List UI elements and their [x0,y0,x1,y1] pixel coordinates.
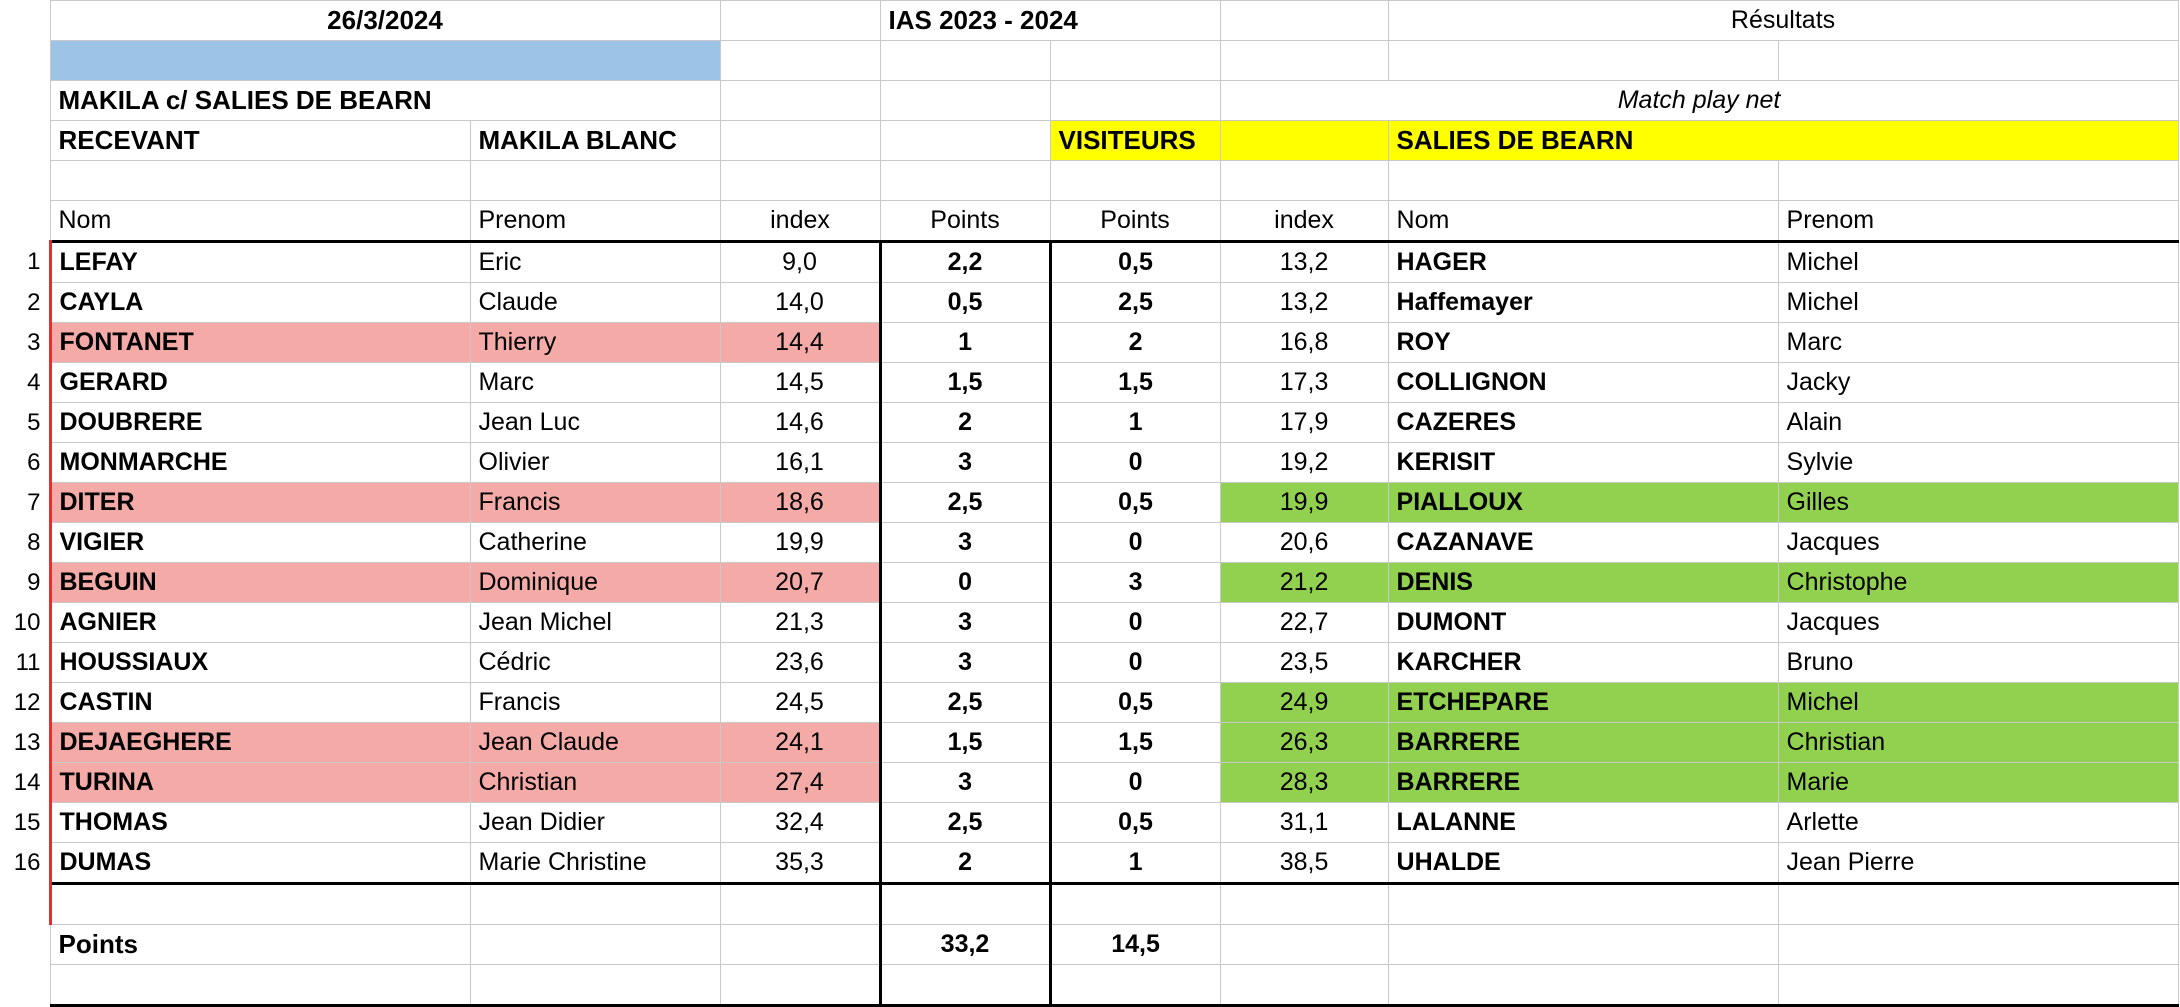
empty-cell [720,925,880,965]
empty-cell [470,884,720,925]
home-points: 0 [880,563,1050,603]
away-player-lastname: DUMONT [1388,603,1778,643]
empty-cell [1220,161,1388,201]
col-header-prenom: Prenom [470,201,720,242]
away-player-index: 17,3 [1220,363,1388,403]
row-number: 6 [2,443,50,483]
away-player-lastname: CAZANAVE [1388,523,1778,563]
table-row[interactable] [2,723,2178,763]
row-number: 2 [2,283,50,323]
home-player-firstname: Francis [470,683,720,723]
home-team: MAKILA BLANC [470,121,720,161]
row-gutter [2,121,50,161]
totals-label: Points [50,925,470,965]
home-player-index: 14,4 [720,323,880,363]
away-player-index: 17,9 [1220,403,1388,443]
empty-cell [1778,41,2178,81]
row-number: 3 [2,323,50,363]
row-number: 13 [2,723,50,763]
row-number: 16 [2,843,50,884]
home-player-lastname: TURINA [50,763,470,803]
row-gutter [2,884,50,925]
empty-cell [880,41,1050,81]
empty-cell [1220,925,1388,965]
empty-cell [880,965,1050,1006]
home-player-index: 35,3 [720,843,880,884]
empty-cell [1050,884,1220,925]
away-player-firstname: Jacques [1778,603,2178,643]
away-points: 0 [1050,643,1220,683]
away-points: 2 [1050,323,1220,363]
empty-cell [1778,925,2178,965]
home-player-lastname: BEGUIN [50,563,470,603]
row-number: 4 [2,363,50,403]
table-row[interactable] [2,763,2178,803]
home-points: 2 [880,843,1050,884]
away-player-lastname: DENIS [1388,563,1778,603]
home-player-index: 27,4 [720,763,880,803]
home-player-lastname: VIGIER [50,523,470,563]
home-player-index: 23,6 [720,643,880,683]
empty-cell [1388,161,1778,201]
away-team: SALIES DE BEARN [1388,121,2178,161]
table-row[interactable] [2,363,2178,403]
empty-cell [470,965,720,1006]
away-player-index: 23,5 [1220,643,1388,683]
away-player-lastname: PIALLOUX [1388,483,1778,523]
home-player-firstname: Claude [470,283,720,323]
table-row[interactable] [2,683,2178,723]
row-number: 14 [2,763,50,803]
empty-cell [1778,161,2178,201]
home-player-index: 24,1 [720,723,880,763]
empty-cell [880,884,1050,925]
away-points: 0,5 [1050,242,1220,283]
home-points: 2,5 [880,683,1050,723]
row-gutter [2,41,50,81]
empty-cell [1050,81,1220,121]
home-player-firstname: Marie Christine [470,843,720,884]
table-row[interactable] [2,843,2178,884]
footer-row [2,965,2178,1006]
blue-accent-cell [50,41,720,81]
table-row[interactable] [2,242,2178,283]
away-player-firstname: Jean Pierre [1778,843,2178,884]
empty-cell [1220,1,1388,41]
away-player-firstname: Christian [1778,723,2178,763]
empty-cell [720,884,880,925]
away-player-lastname: HAGER [1388,242,1778,283]
away-player-lastname: KERISIT [1388,443,1778,483]
away-player-firstname: Sylvie [1778,443,2178,483]
row-number: 10 [2,603,50,643]
row-number: 8 [2,523,50,563]
home-points: 3 [880,643,1050,683]
table-row[interactable] [2,563,2178,603]
col-header-index: index [720,201,880,242]
column-header-row [2,201,2178,242]
home-player-firstname: Dominique [470,563,720,603]
spacer-row [2,161,2178,201]
home-player-lastname: CAYLA [50,283,470,323]
row-number: 12 [2,683,50,723]
col-header-index-away: index [1220,201,1388,242]
away-points: 3 [1050,563,1220,603]
away-player-firstname: Marie [1778,763,2178,803]
home-player-lastname: THOMAS [50,803,470,843]
empty-cell [720,121,880,161]
away-points: 0,5 [1050,483,1220,523]
empty-cell [880,161,1050,201]
home-player-lastname: HOUSSIAUX [50,643,470,683]
home-player-lastname: GERARD [50,363,470,403]
away-player-index: 21,2 [1220,563,1388,603]
home-player-lastname: LEFAY [50,242,470,283]
empty-cell [880,81,1050,121]
totals-away: 14,5 [1050,925,1220,965]
empty-cell [1220,965,1388,1006]
away-player-index: 13,2 [1220,242,1388,283]
teams-row [2,121,2178,161]
away-points: 1 [1050,843,1220,884]
away-points: 0 [1050,763,1220,803]
home-points: 3 [880,763,1050,803]
home-player-lastname: CASTIN [50,683,470,723]
home-points: 2,5 [880,483,1050,523]
away-player-firstname: Michel [1778,242,2178,283]
col-header-nom: Nom [50,201,470,242]
away-player-lastname: UHALDE [1388,843,1778,884]
table-bottom-separator [2,884,2178,925]
away-player-lastname: ETCHEPARE [1388,683,1778,723]
home-player-lastname: DITER [50,483,470,523]
away-player-lastname: Haffemayer [1388,283,1778,323]
away-player-index: 38,5 [1220,843,1388,884]
empty-cell [1388,925,1778,965]
table-row[interactable] [2,403,2178,443]
empty-cell [720,161,880,201]
table-row[interactable] [2,483,2178,523]
empty-cell [720,41,880,81]
col-header-nom-away: Nom [1388,201,1778,242]
home-player-firstname: Jean Luc [470,403,720,443]
away-player-firstname: Christophe [1778,563,2178,603]
empty-cell [1778,965,2178,1006]
away-points: 1,5 [1050,723,1220,763]
empty-cell [470,925,720,965]
home-points: 2 [880,403,1050,443]
match-format: Match play net [1220,81,2178,121]
totals-home: 33,2 [880,925,1050,965]
away-player-firstname: Alain [1778,403,2178,443]
table-row[interactable] [2,443,2178,483]
away-points: 0 [1050,523,1220,563]
row-number: 1 [2,242,50,283]
away-points: 0 [1050,443,1220,483]
home-points: 3 [880,603,1050,643]
home-player-index: 16,1 [720,443,880,483]
away-player-lastname: KARCHER [1388,643,1778,683]
accent-row [2,41,2178,81]
home-player-firstname: Catherine [470,523,720,563]
away-player-firstname: Marc [1778,323,2178,363]
results-label: Résultats [1388,1,2178,41]
home-player-lastname: AGNIER [50,603,470,643]
away-player-index: 31,1 [1220,803,1388,843]
home-player-index: 24,5 [720,683,880,723]
table-row[interactable] [2,643,2178,683]
away-player-firstname: Bruno [1778,643,2178,683]
home-player-index: 14,5 [720,363,880,403]
empty-cell [880,121,1050,161]
col-header-prenom-away: Prenom [1778,201,2178,242]
row-number: 9 [2,563,50,603]
table-row[interactable] [2,803,2178,843]
home-player-lastname: FONTANET [50,323,470,363]
totals-row [2,925,2178,965]
away-points: 1 [1050,403,1220,443]
away-player-firstname: Jacky [1778,363,2178,403]
home-label: RECEVANT [50,121,470,161]
home-points: 0,5 [880,283,1050,323]
empty-cell [1388,965,1778,1006]
away-player-index: 28,3 [1220,763,1388,803]
row-number: 7 [2,483,50,523]
away-player-firstname: Arlette [1778,803,2178,843]
home-player-index: 21,3 [720,603,880,643]
home-points: 1,5 [880,363,1050,403]
away-player-firstname: Michel [1778,683,2178,723]
home-player-index: 9,0 [720,242,880,283]
away-fill-cell [1220,121,1388,161]
empty-cell [720,965,880,1006]
col-header-points-home: Points [880,201,1050,242]
home-player-lastname: DUMAS [50,843,470,884]
row-gutter [2,925,50,965]
home-player-lastname: DOUBRERE [50,403,470,443]
away-player-index: 13,2 [1220,283,1388,323]
away-player-index: 22,7 [1220,603,1388,643]
results-table [2,0,2179,1007]
home-player-firstname: Jean Didier [470,803,720,843]
empty-cell [1388,884,1778,925]
away-label: VISITEURS [1050,121,1220,161]
home-points: 2,5 [880,803,1050,843]
home-player-firstname: Thierry [470,323,720,363]
row-gutter [2,161,50,201]
home-player-index: 14,6 [720,403,880,443]
row-gutter [2,965,50,1006]
home-player-index: 18,6 [720,483,880,523]
table-row[interactable] [2,283,2178,323]
away-player-index: 24,9 [1220,683,1388,723]
empty-cell [50,161,470,201]
table-row[interactable] [2,523,2178,563]
match-title: MAKILA c/ SALIES DE BEARN [50,81,720,121]
home-points: 1 [880,323,1050,363]
home-points: 3 [880,443,1050,483]
away-player-index: 26,3 [1220,723,1388,763]
home-player-firstname: Eric [470,242,720,283]
home-player-index: 20,7 [720,563,880,603]
home-player-index: 14,0 [720,283,880,323]
away-points: 1,5 [1050,363,1220,403]
empty-cell [1220,884,1388,925]
empty-cell [50,884,470,925]
match-date: 26/3/2024 [50,1,720,41]
away-points: 2,5 [1050,283,1220,323]
empty-cell [470,161,720,201]
home-player-index: 19,9 [720,523,880,563]
empty-cell [720,1,880,41]
away-player-lastname: COLLIGNON [1388,363,1778,403]
away-player-firstname: Michel [1778,283,2178,323]
col-header-points-away: Points [1050,201,1220,242]
home-player-lastname: MONMARCHE [50,443,470,483]
away-player-firstname: Gilles [1778,483,2178,523]
home-player-firstname: Francis [470,483,720,523]
away-points: 0 [1050,603,1220,643]
row-gutter [2,81,50,121]
away-points: 0,5 [1050,803,1220,843]
away-player-firstname: Jacques [1778,523,2178,563]
season-title: IAS 2023 - 2024 [880,1,1220,41]
table-row[interactable] [2,323,2178,363]
home-player-firstname: Olivier [470,443,720,483]
empty-cell [1778,884,2178,925]
home-player-lastname: DEJAEGHERE [50,723,470,763]
empty-cell [1050,161,1220,201]
away-player-lastname: CAZERES [1388,403,1778,443]
home-points: 3 [880,523,1050,563]
home-player-firstname: Christian [470,763,720,803]
row-number: 15 [2,803,50,843]
table-row[interactable] [2,603,2178,643]
title-row [2,1,2178,41]
away-player-lastname: BARRERE [1388,763,1778,803]
away-player-index: 19,9 [1220,483,1388,523]
empty-cell [1388,41,1778,81]
empty-cell [50,965,470,1006]
empty-cell [720,81,880,121]
row-gutter [2,1,50,41]
home-points: 1,5 [880,723,1050,763]
home-player-firstname: Marc [470,363,720,403]
away-player-index: 20,6 [1220,523,1388,563]
away-points: 0,5 [1050,683,1220,723]
home-player-firstname: Jean Michel [470,603,720,643]
row-number: 11 [2,643,50,683]
row-number: 5 [2,403,50,443]
away-player-lastname: ROY [1388,323,1778,363]
away-player-lastname: LALANNE [1388,803,1778,843]
away-player-index: 16,8 [1220,323,1388,363]
row-gutter [2,201,50,242]
home-player-firstname: Jean Claude [470,723,720,763]
home-player-index: 32,4 [720,803,880,843]
empty-cell [1220,41,1388,81]
away-player-lastname: BARRERE [1388,723,1778,763]
home-points: 2,2 [880,242,1050,283]
away-player-index: 19,2 [1220,443,1388,483]
empty-cell [1050,965,1220,1006]
empty-cell [1050,41,1220,81]
home-player-firstname: Cédric [470,643,720,683]
match-title-row [2,81,2178,121]
